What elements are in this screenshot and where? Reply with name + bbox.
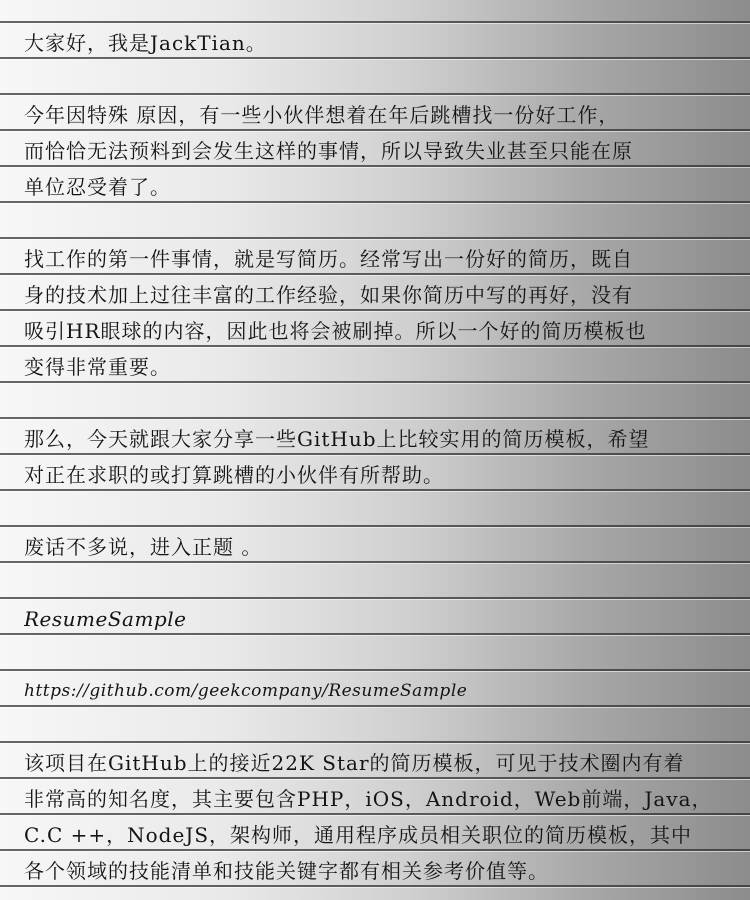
blank-line [24,205,720,241]
line-share-1: 那么，今天就跟大家分享一些GitHub上比较实用的简历模板，希望 [24,427,650,451]
project-url-link[interactable]: https://github.com/geekcompany/ResumeSample [24,681,468,701]
line-resume-1: 找工作的第一件事情，就是写简历。经常写出一份好的简历，既自 [24,247,633,271]
blank-line [24,565,720,601]
line-intro-1: 今年因特殊 原因，有一些小伙伴想着在年后跳槽找一份好工作， [24,103,620,127]
blank-line [24,709,720,745]
line-desc-3: C.C ++，NodeJS，架构师，通用程序成员相关职位的简历模板，其中 [24,823,693,847]
line-resume-4: 变得非常重要。 [24,355,171,379]
blank-line [24,637,720,673]
top-margin [24,0,720,25]
line-desc-1: 该项目在GitHub上的接近22K Star的简历模板，可见于技术圈内有着 [24,751,685,775]
article-text [24,0,720,889]
line-share-2: 对正在求职的或打算跳槽的小伙伴有所帮助。 [24,463,444,487]
line-resume-3: 吸引HR眼球的内容，因此也将会被刷掉。所以一个好的简历模板也 [24,319,647,343]
line-resume-2: 身的技术加上过往丰富的工作经验，如果你简历中写的再好，没有 [24,283,633,307]
line-greeting: 大家好，我是JackTian。 [24,31,267,55]
blank-line [24,493,720,529]
line-intro-3: 单位忍受着了。 [24,175,171,199]
project-name: ResumeSample [24,607,187,631]
line-intro-2: 而恰恰无法预料到会发生这样的事情，所以导致失业甚至只能在原 [24,139,633,163]
blank-line [24,385,720,421]
line-desc-2: 非常高的知名度，其主要包含PHP，iOS，Android，Web前端，Java， [24,787,713,811]
line-topic: 废话不多说，进入正题 。 [24,535,263,559]
blank-line [24,61,720,97]
line-desc-4: 各个领域的技能清单和技能关键字都有相关参考价值等。 [24,859,549,883]
